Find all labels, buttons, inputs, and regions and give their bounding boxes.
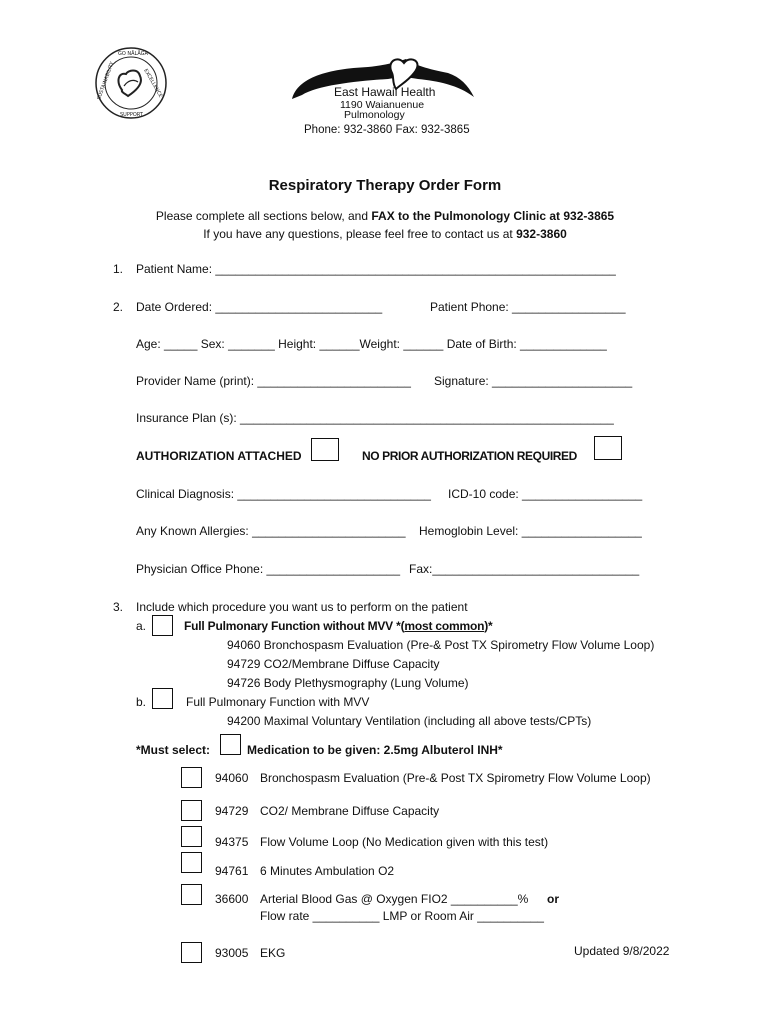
seal-bottom-text: SUPPORT [120, 112, 143, 118]
fax-field[interactable]: Fax:_______________________________ [409, 562, 640, 576]
organization-seal-logo [94, 46, 168, 120]
clinical-diagnosis-field[interactable]: Clinical Diagnosis: _____________________________ [136, 487, 431, 501]
procedure-code: 94375 [215, 835, 249, 849]
provider-name-field[interactable]: Provider Name (print): _______________________ [136, 374, 411, 388]
procedure-code: 94761 [215, 864, 249, 878]
procedure-checkbox-93005[interactable] [181, 942, 202, 963]
medication-checkbox[interactable] [220, 734, 241, 755]
instructions-line1 [0, 209, 770, 223]
procedure-code: 94729 [215, 804, 249, 818]
procedure-description: Bronchospasm Evaluation (Pre-& Post TX Spirometry Flow Volume Loop) [260, 771, 651, 785]
no-prior-authorization-label: NO PRIOR AUTHORIZATION REQUIRED [362, 449, 577, 463]
option-b-checkbox[interactable] [152, 688, 173, 709]
procedure-description: Flow Volume Loop (No Medication given with this test) [260, 835, 549, 849]
logo-line3: Pulmonology [344, 109, 405, 121]
procedure-checkbox-94761[interactable] [181, 852, 202, 873]
signature-field[interactable]: Signature: _____________________ [434, 374, 633, 388]
option-a-title-end: )* [484, 619, 493, 633]
option-b-letter: b. [136, 695, 147, 709]
seal-right-text: EXCELLENCE [142, 68, 164, 99]
seal-left-text: SUSTAINABILITY [96, 61, 116, 101]
procedure-description[interactable]: Arterial Blood Gas @ Oxygen FIO2 __________% [260, 892, 529, 906]
procedure-checkbox-36600[interactable] [181, 884, 202, 905]
flow-rate-field[interactable]: Flow rate __________ LMP or Room Air __________ [260, 909, 544, 923]
option-a-item: 94729 CO2/Membrane Diffuse Capacity [227, 657, 440, 671]
item-number-3: 3. [113, 600, 124, 614]
procedure-code: 93005 [215, 946, 249, 960]
procedure-checkbox-94729[interactable] [181, 800, 202, 821]
option-a-checkbox[interactable] [152, 615, 173, 636]
updated-date: Updated 9/8/2022 [574, 944, 670, 958]
instructions-line1-text: Please complete all sections below, and [155, 209, 372, 223]
logo-line1: East Hawaii Health [334, 85, 436, 99]
no-prior-authorization-checkbox[interactable] [594, 436, 622, 460]
east-hawaii-health-logo [288, 55, 476, 125]
procedure-description: 6 Minutes Ambulation O2 [260, 864, 395, 878]
physician-office-phone-field[interactable]: Physician Office Phone: ____________________ [136, 562, 400, 576]
option-a-letter: a. [136, 619, 147, 633]
authorization-attached-checkbox[interactable] [311, 438, 339, 461]
instructions-line2-text: If you have any questions, please feel free to contact us at [203, 227, 517, 241]
seal-top-text: GO NĀLĀGA [118, 51, 148, 57]
option-a-title-text: Full Pulmonary Function without MVV *( [184, 619, 405, 633]
instructions-fax-number: FAX to the Pulmonology Clinic at 932-3865 [371, 209, 615, 223]
insurance-plan-field[interactable]: Insurance Plan (s): ________________________________________________________ [136, 411, 614, 425]
must-select-label: *Must select: [136, 743, 211, 757]
item-number-2: 2. [113, 300, 124, 314]
medication-label: Medication to be given: 2.5mg Albuterol INH* [247, 743, 503, 757]
option-a-title [184, 619, 492, 633]
instructions-line2 [0, 227, 770, 241]
option-b-title: Full Pulmonary Function with MVV [186, 695, 370, 709]
known-allergies-field[interactable]: Any Known Allergies: _______________________ [136, 524, 406, 538]
authorization-attached-label: AUTHORIZATION ATTACHED [136, 449, 302, 463]
procedure-code: 36600 [215, 892, 249, 906]
hemoglobin-level-field[interactable]: Hemoglobin Level: __________________ [419, 524, 642, 538]
instructions-phone-number: 932-3860 [516, 227, 567, 241]
option-a-item: 94060 Bronchospasm Evaluation (Pre-& Post TX Spirometry Flow Volume Loop) [227, 638, 655, 652]
item-number-1: 1. [113, 262, 124, 276]
or-label: or [547, 892, 559, 906]
icd10-code-field[interactable]: ICD-10 code: __________________ [448, 487, 643, 501]
contact-phone-fax: Phone: 932-3860 Fax: 932-3865 [304, 124, 470, 136]
procedure-checkbox-94375[interactable] [181, 826, 202, 847]
procedure-checkbox-94060[interactable] [181, 767, 202, 788]
option-b-item: 94200 Maximal Voluntary Ventilation (including all above tests/CPTs) [227, 714, 592, 728]
procedure-code: 94060 [215, 771, 249, 785]
procedure-intro: Include which procedure you want us to perform on the patient [136, 600, 468, 614]
vitals-fields[interactable]: Age: _____ Sex: _______ Height: ______Weight: ______ Date of Birth: _____________ [136, 337, 607, 351]
patient-name-field[interactable]: Patient Name: ____________________________________________________________ [136, 262, 616, 276]
patient-phone-field[interactable]: Patient Phone: _________________ [430, 300, 626, 314]
date-ordered-field[interactable]: Date Ordered: _________________________ [136, 300, 383, 314]
logo-line2: 1190 Waianuenue [340, 99, 425, 111]
procedure-description: CO2/ Membrane Diffuse Capacity [260, 804, 440, 818]
form-title: Respiratory Therapy Order Form [268, 177, 502, 194]
option-a-item: 94726 Body Plethysmography (Lung Volume) [227, 676, 469, 690]
most-common-note: most common [404, 619, 485, 633]
procedure-description: EKG [260, 946, 286, 960]
